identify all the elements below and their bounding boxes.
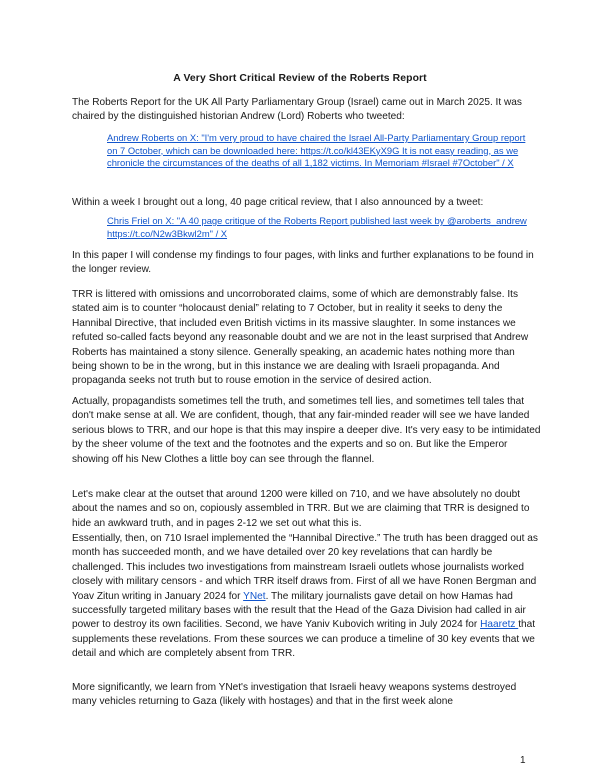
haaretz-link[interactable]: Haaretz (480, 619, 519, 631)
hannibal-text-2: . The military journalists gave detail on how Hamas had successfully targeted military bases with the result that the Head of the Gaza Division had called in air power to destroy its own facilities. Second, we have Yaniv Kubovich writing in July 2024 for (72, 590, 526, 631)
ynet-investigation-paragraph: More significantly, we learn from YNet's investigation that Israeli heavy weapons systems destroyed many vehicles returning to Gaza (likely with hostages) and that in the first week alone (72, 682, 517, 708)
intro-paragraph: The Roberts Report for the UK All Party Parliamentary Group (Israel) came out in March 2025. It was chaired by the distinguished historian Andrew (Lord) Roberts who tweeted: (72, 97, 522, 123)
tweet-link-friel[interactable]: Chris Friel on X: "A 40 page critique of the Roberts Report published last week by @aroberts_andrew https://t.co/N2w3Bkwl2m" / X (107, 215, 527, 239)
condense-paragraph: In this paper I will condense my findings to four pages, with links and further explanations to be found in the longer review. (72, 250, 534, 276)
document-title: A Very Short Critical Review of the Roberts Report (173, 73, 427, 84)
omissions-paragraph: TRR is littered with omissions and uncorroborated claims, some of which are demonstrably false. Its stated aim is to counter “holocaust denial” relating to 7 October, but in reality it seeks to deny the Hannibal Directive, that included even British victims in its massive slaughter. In some instances we refuted so-called facts beyond any reasonable doubt and we are not in the least surprised that Andrew Roberts has maintained a stony silence. Generally speaking, an academic hates nothing more than being shown to be in the wrong, but in this instance we are dealing with Israeli propaganda. And propaganda seeks not truth but to rouse emotion in the service of desired action. (72, 289, 529, 387)
propagandists-paragraph: Actually, propagandists sometimes tell the truth, and sometimes tell lies, and sometimes tell tales that don't make sense at all. We are confident, though, that any fair-minded reader will see we have landed serious blows to TRR, and our hope is that this may inspire a deeper dive. It's very easy to be intimidated by the sheer volume of the text and the footnotes and the experts and so on. But like the Emperor showing off his New Clothes a little boy can see through the flannel. (72, 396, 541, 465)
quoted-tweet-friel[interactable] (107, 215, 532, 240)
tweet-link-roberts[interactable]: Andrew Roberts on X: "I'm very proud to have chaired the Israel All-Party Parliamentary Group report on 7 October, which can be downloaded here: https://t.co/kl43EKyX9G It is not easy reading, as we chronicle the circumstances of the deaths of all 1,182 victims. In Memoriam #Israel #7October" / X (107, 132, 526, 169)
hannibal-text-1: Essentially, then, on 710 Israel implemented the “Hannibal Directive.” The truth has been dragged out as month has succeeded month, and we have detailed over 20 key revelations that can hardly be challenged. This includes two investigations from mainstream Israeli outlets whose journalists worked closely with military censors - and which TRR itself draws from. First of all we have Ronen Bergman and Yoav Zitun writing in January 2024 for (72, 533, 538, 602)
hannibal-text-3: that supplements these revelations. From these sources we can produce a timeline of 30 key events that we detail and which are completely absent from TRR. (72, 619, 536, 660)
outset-paragraph: Let's make clear at the outset that around 1200 were killed on 710, and we have absolutely no doubt about the names and so on, copiously assembled in TRR. But we are claiming that TRR is designed to hide an awkward truth, and in pages 2-12 we set out what this is. (72, 489, 530, 529)
review-announcement-paragraph: Within a week I brought out a long, 40 page critical review, that I also announced by a tweet: (72, 197, 484, 208)
ynet-link[interactable]: YNet (243, 590, 266, 602)
hannibal-paragraph (72, 532, 542, 662)
quoted-tweet-roberts[interactable] (107, 132, 532, 170)
page-number: 1 (520, 755, 526, 766)
